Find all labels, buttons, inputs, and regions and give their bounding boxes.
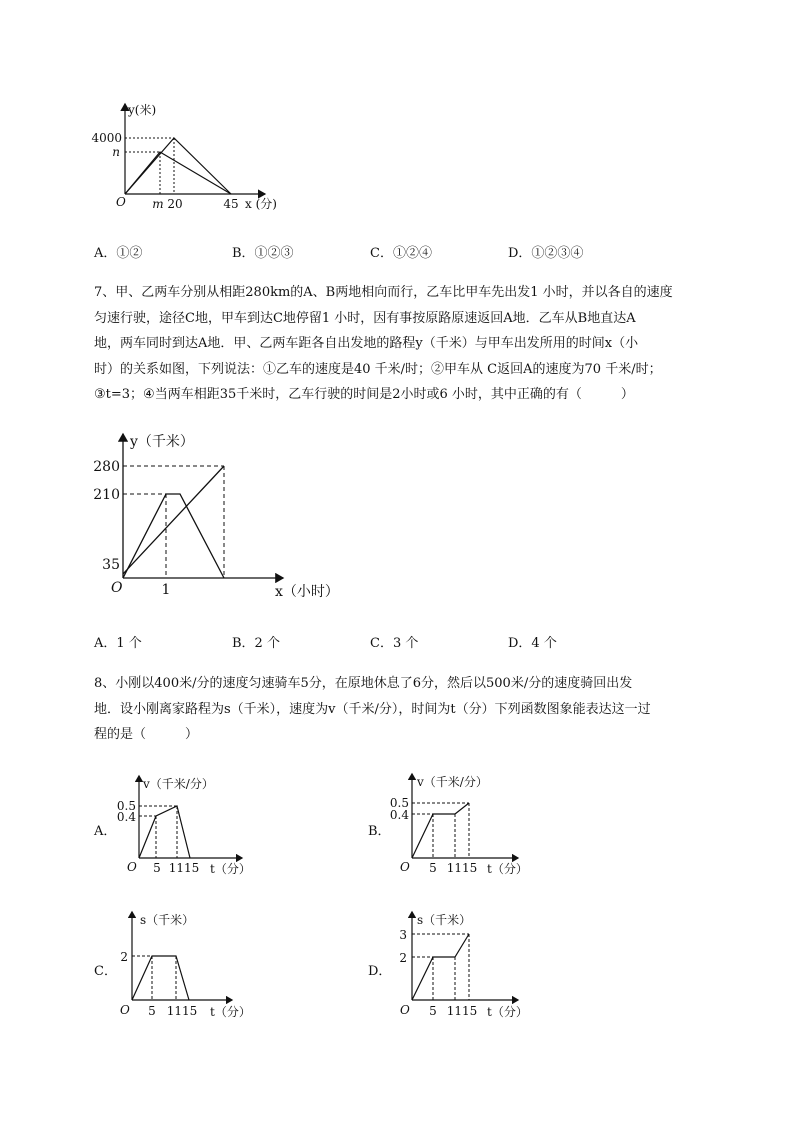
q8-question	[94, 671, 754, 748]
tick-2: 2	[120, 950, 128, 964]
q8-line-2: 地．设小刚离家路程为s（千米），速度为v（千米/分），时间为t（分）下列函数图象能表达这一过	[94, 701, 651, 717]
tick-m: m	[152, 197, 164, 211]
q8-graph-b[interactable]	[385, 770, 535, 882]
q6-option-b[interactable]: B．①②③	[232, 246, 294, 261]
y-axis-label: v（千米/分）	[143, 777, 214, 791]
tick-1115: 1115	[446, 1004, 478, 1018]
q6-option-d[interactable]: D．①②③④	[508, 246, 584, 261]
origin-label: O	[400, 860, 410, 874]
tick-0-5: 0.5	[389, 796, 409, 810]
origin-label: O	[111, 580, 123, 596]
q8-line-1: 8、小刚以400米/分的速度匀速骑车5分，在原地休息了6分，然后以500米/分的速度骑回出发	[94, 676, 633, 691]
q8-graph-c[interactable]	[110, 908, 260, 1023]
tick-5: 5	[148, 1004, 156, 1018]
q7-line-3: 地，两车同时到达A地．甲、乙两车距各自出发地的路程y（千米）与甲车出发所用的时间x（小	[94, 336, 639, 351]
tick-0-5: 0.5	[116, 799, 136, 813]
x-axis-label: x (分)	[245, 197, 277, 211]
tick-1115: 1115	[446, 861, 478, 875]
car-yi-line	[123, 466, 224, 574]
q8-graph-d[interactable]	[385, 908, 535, 1023]
line-1	[125, 138, 231, 194]
car-jia-line	[123, 494, 224, 578]
q6-graph	[91, 98, 290, 216]
tick-210: 210	[93, 487, 120, 503]
q6-option-c[interactable]: C．①②④	[370, 246, 432, 261]
q7-graph	[90, 428, 360, 608]
q7-option-a[interactable]: A．1 个	[94, 636, 142, 651]
q8-option-d-label[interactable]: D．	[368, 964, 392, 979]
tick-2: 2	[399, 951, 407, 965]
q7-line-5: ③t=3；④当两车相距35千米时，乙车行驶的时间是2小时或6 小时，其中正确的有（ ）	[94, 387, 634, 402]
q8-option-b-label[interactable]: B．	[368, 824, 391, 839]
tick-1: 1	[161, 582, 171, 598]
tick-1115: 1115	[166, 1004, 198, 1018]
line-2	[125, 152, 231, 194]
graph-line	[139, 806, 190, 858]
origin-label: O	[400, 1003, 410, 1017]
tick-280: 280	[93, 459, 120, 475]
q7-option-c[interactable]: C．3 个	[370, 636, 419, 651]
tick-0-4: 0.4	[116, 810, 136, 824]
q8-option-a-label[interactable]: A．	[94, 824, 117, 839]
y-axis-label: s（千米）	[417, 913, 472, 927]
tick-5: 5	[429, 1004, 437, 1018]
graph-line	[132, 956, 189, 1000]
tick-20: 20	[167, 197, 183, 211]
tick-5: 5	[153, 861, 161, 875]
tick-4000: 4000	[91, 131, 122, 145]
origin-label: O	[127, 860, 137, 874]
q6-option-a[interactable]: A．①②	[94, 246, 143, 261]
q7-question	[94, 280, 754, 408]
q7-line-1: 7、甲、乙两车分别从相距280km的A、B两地相向而行，乙车比甲车先出发1 小时，并以各自的速度	[94, 285, 673, 300]
tick-1115: 1115	[168, 861, 200, 875]
y-axis-label: y（千米）	[130, 434, 194, 450]
tick-0-4: 0.4	[389, 808, 409, 822]
x-axis-label: t（分）	[487, 862, 528, 876]
tick-3: 3	[399, 928, 407, 942]
x-axis-label: t（分）	[210, 1005, 251, 1019]
y-axis-label: s（千米）	[140, 913, 195, 927]
x-axis-label: x（小时）	[275, 584, 339, 600]
tick-45: 45	[223, 197, 239, 211]
q7-option-d[interactable]: D．4 个	[508, 636, 557, 651]
origin-label: O	[120, 1003, 130, 1017]
graph-line	[412, 803, 469, 858]
x-axis-label: t（分）	[487, 1005, 528, 1019]
graph-line	[412, 934, 469, 1000]
q7-line-4: 时）的关系如图，下列说法：①乙车的速度是40 千米/时；②甲车从 C返回A的速度为70 千米/时；	[94, 361, 662, 377]
q8-option-c-label[interactable]: C．	[94, 964, 117, 979]
origin-label: O	[116, 195, 126, 209]
tick-35: 35	[102, 557, 120, 573]
x-axis-label: t（分）	[210, 862, 251, 876]
tick-5: 5	[429, 861, 437, 875]
q7-line-2: 匀速行驶，途径C地，甲车到达C地停留1 小时，因有事按原路原速返回A地．乙车从B地直达A	[94, 310, 636, 326]
y-axis-label: v（千米/分）	[417, 775, 488, 789]
y-axis-label: y(米)	[128, 103, 157, 117]
q8-graph-a[interactable]	[110, 770, 260, 882]
q8-line-3: 程的是（ ）	[94, 727, 199, 742]
tick-n: n	[112, 145, 120, 159]
q7-option-b[interactable]: B．2 个	[232, 636, 280, 651]
